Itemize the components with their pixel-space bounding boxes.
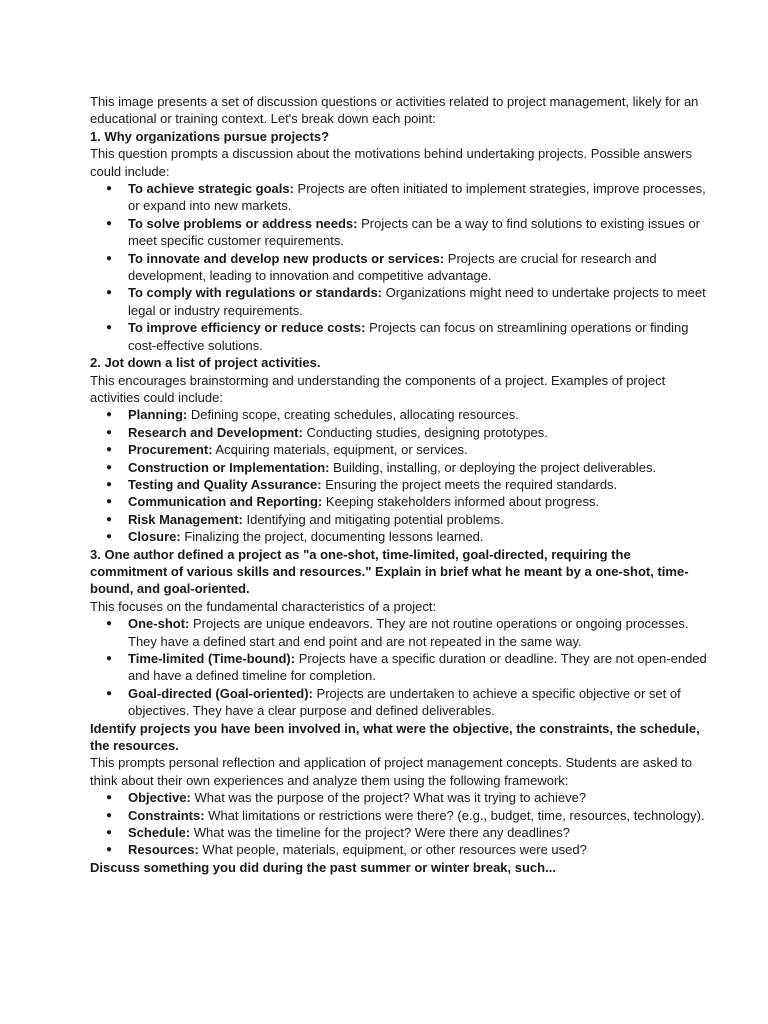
item-term: Closure:: [128, 529, 181, 545]
list-item: [128, 615, 708, 650]
item-desc: Identifying and mitigating potential problems.: [242, 511, 504, 527]
item-term: Procurement:: [128, 442, 213, 458]
item-term: To comply with regulations or standards:: [128, 285, 383, 301]
item-term: Time-limited (Time-bound):: [128, 651, 296, 666]
list-item: [128, 807, 708, 824]
section-2-list: [90, 406, 708, 545]
item-term: Schedule:: [128, 825, 191, 841]
item-term: Research and Development:: [128, 424, 303, 440]
item-desc: Projects can be a way to find solutions to existing issues or meet specific customer requirements.: [128, 215, 701, 249]
section-3-heading: 3. One author defined a project as "a one-shot, time-limited, goal-directed, requiring the commitment of various skills and resources." Explain in brief what he meant by a one-shot, time-bound, and goal-oriented.: [90, 546, 689, 597]
intro-paragraph: This image presents a set of discussion questions or activities related to project management, likely for an educational or training context. Let's break down each point:: [90, 94, 699, 127]
item-term: Construction or Implementation:: [128, 459, 330, 475]
list-item: [128, 685, 708, 720]
item-desc: Projects have a specific duration or deadline. They are not open-ended and have a defined timeline for completion.: [128, 651, 707, 684]
section-1-list: [90, 180, 708, 354]
item-term: To achieve strategic goals:: [128, 181, 294, 197]
item-desc: Acquiring materials, equipment, or services.: [212, 442, 468, 458]
list-item: [128, 319, 708, 354]
item-desc: What people, materials, equipment, or other resources were used?: [198, 842, 587, 858]
item-term: Objective:: [128, 790, 191, 806]
item-term: Risk Management:: [128, 511, 243, 527]
section-3-list: [90, 615, 708, 719]
item-term: Goal-directed (Goal-oriented):: [128, 685, 313, 701]
list-item: [128, 841, 708, 858]
list-item: [128, 250, 708, 285]
list-item: [128, 180, 708, 215]
item-term: One-shot:: [128, 616, 190, 632]
item-term: Resources:: [128, 842, 199, 858]
list-item: [128, 406, 708, 423]
item-desc: Ensuring the project meets the required standards.: [321, 476, 618, 492]
list-item: [128, 441, 708, 458]
section-2-text: This encourages brainstorming and understanding the components of a project. Examples of project activities could include:: [90, 372, 666, 405]
item-desc: Finalizing the project, documenting lessons learned.: [180, 529, 484, 545]
item-desc: Projects can focus on streamlining operations or finding cost-effective solutions.: [128, 320, 689, 353]
list-item: [128, 284, 708, 319]
item-desc: Defining scope, creating schedules, allocating resources.: [187, 407, 519, 423]
item-desc: Keeping stakeholders informed about progress.: [322, 494, 600, 510]
item-term: To innovate and develop new products or services:: [128, 250, 445, 266]
list-item: [128, 650, 708, 685]
item-term: Communication and Reporting:: [128, 494, 323, 510]
list-item: [128, 215, 708, 250]
list-item: [128, 493, 708, 510]
item-desc: Conducting studies, designing prototypes.: [302, 424, 548, 440]
item-desc: Building, installing, or deploying the project deliverables.: [329, 459, 657, 475]
item-desc: Projects are often initiated to implement strategies, improve processes, or expand into new markets.: [128, 181, 706, 214]
item-desc: Organizations might need to undertake projects to meet legal or industry requirements.: [128, 285, 706, 318]
list-item: [128, 459, 708, 476]
item-desc: What was the timeline for the project? Were there any deadlines?: [190, 825, 570, 841]
list-item: [128, 824, 708, 841]
item-desc: Projects are undertaken to achieve a specific objective or set of objectives. They have a clear purpose and defined deliverables.: [128, 685, 681, 719]
item-desc: Projects are unique endeavors. They are not routine operations or ongoing processes. They have a defined start and end point and are not repeated in the same way.: [128, 616, 689, 649]
item-term: To solve problems or address needs:: [128, 215, 358, 231]
section-3-text: This focuses on the fundamental characteristics of a project:: [90, 598, 437, 614]
section-4-heading: Identify projects you have been involved in, what were the objective, the constraints, the schedule, the resources.: [90, 720, 700, 754]
section-4-text: This prompts personal reflection and application of project management concepts. Students are asked to think about their own experiences and analyze them using the following framework:: [90, 755, 692, 788]
item-term: Constraints:: [128, 807, 205, 823]
list-item: [128, 424, 708, 441]
item-term: To improve efficiency or reduce costs:: [128, 320, 366, 336]
item-desc: Projects are crucial for research and development, leading to innovation and competitive advantage.: [128, 250, 657, 284]
section-1-text: This question prompts a discussion about the motivations behind undertaking projects. Possible answers could include:: [90, 146, 692, 179]
section-2-heading: 2. Jot down a list of project activities.: [90, 355, 321, 371]
item-desc: What was the purpose of the project? What was it trying to achieve?: [190, 790, 587, 806]
item-desc: What limitations or restrictions were there? (e.g., budget, time, resources, technology).: [204, 807, 705, 823]
closing-heading: Discuss something you did during the past summer or winter break, such...: [90, 859, 556, 875]
list-item: [128, 528, 708, 545]
list-item: [128, 789, 708, 806]
item-term: Planning:: [128, 407, 188, 423]
item-term: Testing and Quality Assurance:: [128, 476, 322, 492]
section-4-list: [90, 789, 708, 859]
section-1-heading: 1. Why organizations pursue projects?: [90, 128, 330, 144]
list-item: [128, 476, 708, 493]
list-item: [128, 511, 708, 528]
